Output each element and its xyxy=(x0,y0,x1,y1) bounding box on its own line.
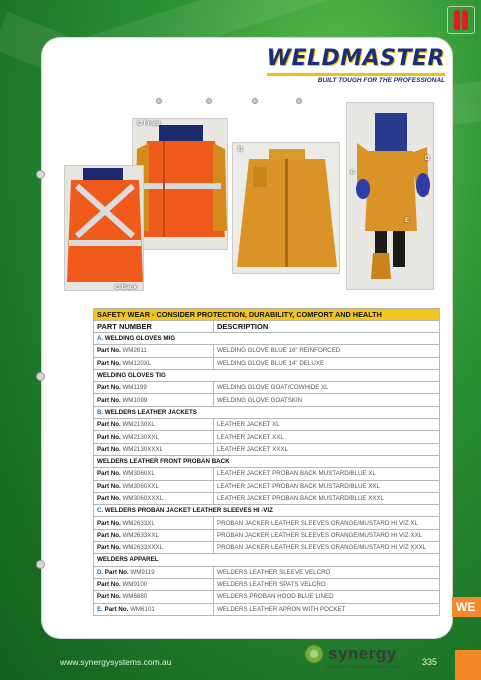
part-label: Part No. xyxy=(97,396,121,404)
part-number: WM2130XXXL xyxy=(122,445,164,453)
section-letter: C. xyxy=(97,507,104,515)
description-cell: PROBAN JACKER LEATHER SLEEVES ORANGE/MUSTARD HI VIZ XL xyxy=(214,517,440,529)
part-number: WM9119 xyxy=(130,568,155,576)
item-letter: E. xyxy=(97,605,103,613)
table-row xyxy=(94,382,440,394)
label-c-front: C Front xyxy=(137,120,161,127)
table-row xyxy=(94,566,440,578)
description-cell: PROBAN JACKER LEATHER SLEEVES ORANGE/MUSTARD HI VIZ XXXL xyxy=(214,542,440,554)
part-number-cell xyxy=(94,480,214,492)
description-cell: WELDERS LEATHER SLEEVE VELCRO xyxy=(214,566,440,578)
section-row xyxy=(94,455,440,467)
part-number: WM2130XL xyxy=(122,421,155,429)
part-number-cell xyxy=(94,382,214,394)
description-cell: WELDERS LEATHER APRON WITH POCKET xyxy=(214,603,440,615)
part-number-cell xyxy=(94,492,214,504)
description-cell: WELDING GLOVE GOATSKIN xyxy=(214,394,440,406)
part-label: Part No. xyxy=(97,519,121,527)
section-row xyxy=(94,333,440,345)
photo-jacket-back xyxy=(64,165,144,291)
label-a: A xyxy=(350,169,355,176)
description-cell: LEATHER JACKET XL xyxy=(214,419,440,431)
part-number: WM9100 xyxy=(122,581,148,589)
section-heading xyxy=(94,554,440,566)
section-heading xyxy=(94,406,440,418)
description-cell: LEATHER JACKET PROBAN BACK MUSTARD/BLUE XL xyxy=(214,468,440,480)
part-label: Part No. xyxy=(97,445,121,453)
punch-dot xyxy=(206,98,212,104)
part-number: WM3060XL xyxy=(122,470,155,478)
part-number-cell xyxy=(94,357,214,369)
part-number: WM3060XXL xyxy=(122,482,159,490)
part-number: WM3060XXXL xyxy=(122,495,164,502)
table-row xyxy=(94,480,440,492)
description-cell: WELDERS LEATHER SPATS VELCRO xyxy=(214,578,440,590)
part-label: Part No. xyxy=(97,384,121,392)
table-row xyxy=(94,603,440,615)
table-row xyxy=(94,419,440,431)
synergy-logo-icon xyxy=(304,644,324,664)
logo-underline xyxy=(267,73,445,76)
part-label: Part No. xyxy=(104,605,129,613)
part-number-cell xyxy=(94,431,214,443)
section-heading xyxy=(94,369,440,381)
label-c-back: C Back xyxy=(115,284,138,291)
part-number: WM2633XL xyxy=(122,519,155,527)
table-row xyxy=(94,542,440,554)
part-number: WM1199 xyxy=(122,384,147,392)
table-row xyxy=(94,492,440,504)
part-number-cell xyxy=(94,578,214,590)
part-label: Part No. xyxy=(97,421,121,429)
weldmaster-logo xyxy=(267,46,445,84)
table-row xyxy=(94,529,440,541)
description-cell: LEATHER JACKET XXL xyxy=(214,431,440,443)
binder-hole xyxy=(36,372,45,381)
part-number: WM2130XXL xyxy=(122,433,159,441)
section-title: WELDERS PROBAN JACKET LEATHER SLEEVES HI -VIZ xyxy=(104,507,273,515)
table-row xyxy=(94,394,440,406)
table-title: SAFETY WEAR - CONSIDER PROTECTION, DURABILITY, COMFORT AND HEALTH xyxy=(94,309,440,321)
part-label: Part No. xyxy=(97,433,121,441)
section-heading xyxy=(94,505,440,517)
gas-cylinder-icon xyxy=(447,6,475,34)
punch-dot xyxy=(156,98,162,104)
part-number: WM6101 xyxy=(130,605,155,613)
section-heading xyxy=(94,455,440,467)
part-number: WM2633XXL xyxy=(122,531,159,539)
part-number: WM1099 xyxy=(122,396,148,404)
table-row xyxy=(94,345,440,357)
punch-dot xyxy=(252,98,258,104)
brand-name: WELDMASTER xyxy=(266,46,445,71)
part-number-cell xyxy=(94,345,214,357)
part-number: WM6880 xyxy=(122,593,148,601)
photo-leather-jacket xyxy=(232,142,340,274)
part-number-cell xyxy=(94,603,214,615)
section-title: WELDERS LEATHER JACKETS xyxy=(104,408,197,416)
part-label: Part No. xyxy=(97,347,121,355)
part-number-cell xyxy=(94,517,214,529)
part-label: Part No. xyxy=(97,581,121,589)
description-cell: LEATHER JACKET PROBAN BACK MUSTARD/BLUE XXXL xyxy=(214,492,440,504)
part-label: Part No. xyxy=(97,531,121,539)
part-label: Part No. xyxy=(97,544,121,552)
part-number: WM2633XXXL xyxy=(122,544,164,552)
section-heading xyxy=(94,333,440,345)
section-row xyxy=(94,554,440,566)
item-letter: D. xyxy=(97,568,104,576)
section-letter: A. xyxy=(97,335,104,343)
section-tab: WE xyxy=(452,597,481,617)
table-row xyxy=(94,468,440,480)
part-number-cell xyxy=(94,542,214,554)
part-number-cell xyxy=(94,443,214,455)
synergy-subtitle: Construction | Industrial Supply Group xyxy=(324,664,400,669)
part-number-cell xyxy=(94,394,214,406)
label-e: E xyxy=(405,217,410,224)
table-row xyxy=(94,591,440,603)
footer-url[interactable]: www.synergysystems.com.au xyxy=(60,657,172,667)
page-number: 335 xyxy=(422,657,438,667)
column-header-part: PART NUMBER xyxy=(94,321,214,333)
part-number-cell xyxy=(94,468,214,480)
binder-hole xyxy=(36,560,45,569)
column-header-description: DESCRIPTION xyxy=(214,321,440,333)
binder-hole xyxy=(36,170,45,179)
description-cell: LEATHER JACKET PROBAN BACK MUSTARD/BLUE XXL xyxy=(214,480,440,492)
description-cell: LEATHER JACKET XXXL xyxy=(214,443,440,455)
part-number-cell xyxy=(94,419,214,431)
table-header-row xyxy=(94,321,440,333)
description-cell: WELDING GLOVE BLUE 16" REINFORCED xyxy=(214,345,440,357)
label-b: B xyxy=(238,146,243,153)
punch-dot xyxy=(296,98,302,104)
part-label: Part No. xyxy=(97,593,121,601)
section-letter: B. xyxy=(97,408,104,416)
label-d: D xyxy=(425,155,430,162)
part-label: Part No. xyxy=(97,470,121,478)
table-row xyxy=(94,578,440,590)
description-cell: WELDING GLOVE BLUE 14" DELUXE xyxy=(214,357,440,369)
table-row xyxy=(94,431,440,443)
section-row xyxy=(94,505,440,517)
orange-corner-block xyxy=(455,650,481,680)
table-row xyxy=(94,443,440,455)
table-row xyxy=(94,357,440,369)
part-number-cell xyxy=(94,529,214,541)
part-number-cell xyxy=(94,591,214,603)
section-title: WELDERS APPAREL xyxy=(97,556,159,564)
section-title: WELDERS LEATHER FRONT PROBAN BACK xyxy=(97,458,230,466)
table-row xyxy=(94,517,440,529)
product-table xyxy=(93,308,440,616)
section-title: WELDING GLOVES TIG xyxy=(97,372,166,380)
description-cell: PROBAN JACKER LEATHER SLEEVES ORANGE/MUSTARD HI VIZ XXL xyxy=(214,529,440,541)
table-title-row xyxy=(94,309,440,321)
part-number: WM2611 xyxy=(122,347,147,355)
description-cell: WELDERS PROBAN HOOD BLUE LINED xyxy=(214,591,440,603)
photo-apron-gloves xyxy=(346,102,434,290)
part-label: Part No. xyxy=(104,568,129,576)
section-row xyxy=(94,369,440,381)
part-label: Part No. xyxy=(97,359,121,367)
section-title: WELDING GLOVES MIG xyxy=(104,335,176,343)
part-label: Part No. xyxy=(97,482,121,490)
part-number: WM120XL xyxy=(122,359,152,367)
synergy-wordmark: synergy xyxy=(328,644,397,663)
synergy-logo xyxy=(304,644,397,664)
part-label: Part No. xyxy=(97,495,121,502)
brand-tagline: BUILT TOUGH FOR THE PROFESSIONAL xyxy=(317,77,445,84)
part-number-cell xyxy=(94,566,214,578)
photo-jacket-front xyxy=(132,118,228,250)
description-cell: WELDING GLOVE GOAT/COWHIDE XL xyxy=(214,382,440,394)
section-row xyxy=(94,406,440,418)
